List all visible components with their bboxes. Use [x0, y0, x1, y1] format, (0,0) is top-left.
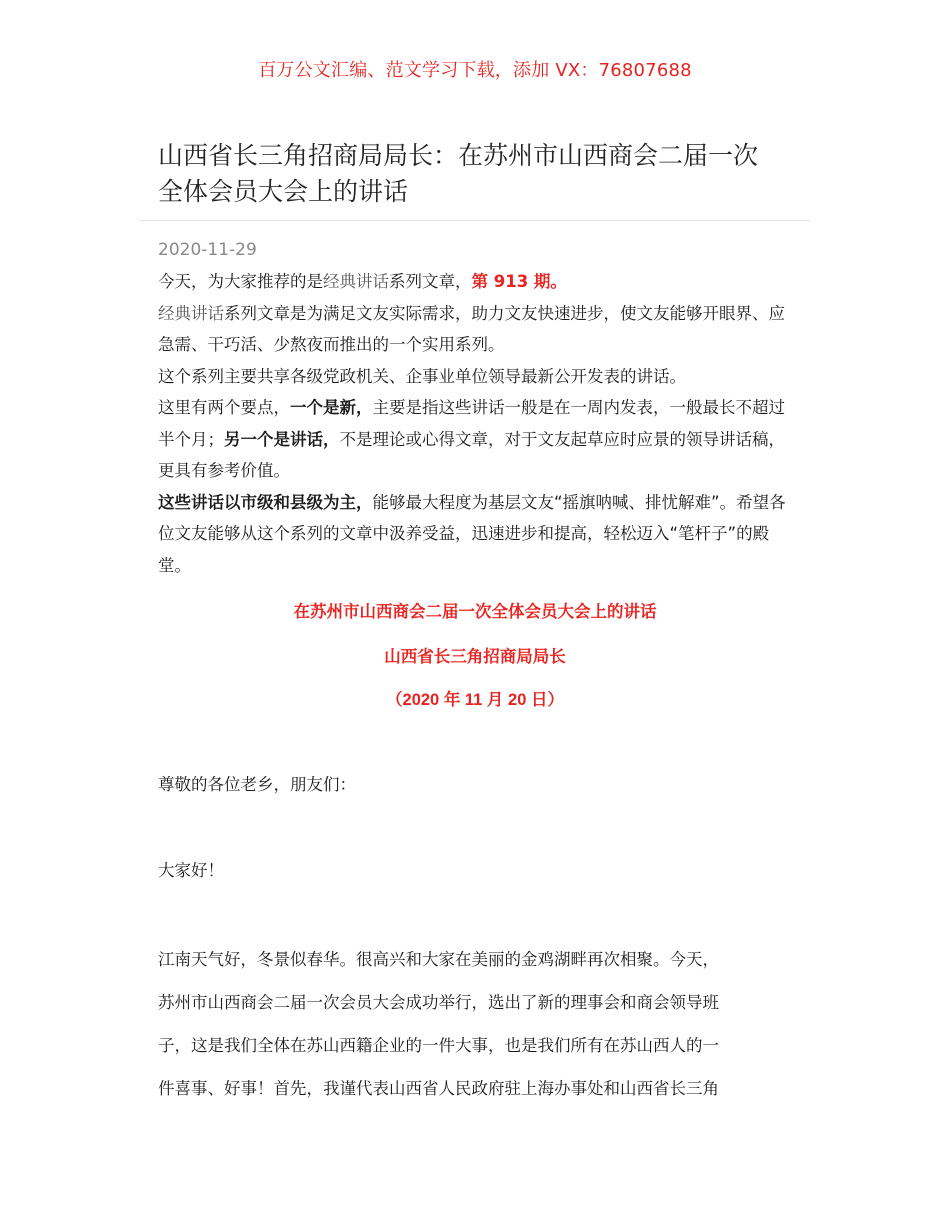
title-divider: [140, 220, 810, 221]
intro-bold: 一个是新，: [290, 398, 373, 417]
intro-text: 主要是指这些讲话一般是在一周内发表，一般最长不超过半个月；: [158, 398, 785, 449]
speech-line: 苏州市山西商会二届一次会员大会成功举行，选出了新的理事会和商会领导班: [158, 993, 719, 1012]
speech-salutation: 尊敬的各位老乡，朋友们：: [158, 775, 356, 794]
intro-bold: 这些讲话以市级和县级为主，: [158, 492, 373, 512]
intro-paragraph: [158, 266, 794, 298]
intro-text: 不是理论或心得文章，对于文友起草应时应景的领导讲话稿，更具有参考价值。: [158, 429, 785, 480]
speech-date: （2020 年 11 月 20 日）: [386, 691, 564, 709]
article-title: [158, 138, 798, 210]
series-name: 经典讲话: [158, 303, 224, 323]
speech-line: 江南天气好，冬景似春华。很高兴和大家在美丽的金鸡湖畔再次相聚。今天，: [158, 950, 719, 969]
intro-text: 今天，为大家推荐的是: [158, 272, 323, 291]
intro-section: [158, 266, 794, 581]
intro-text: 系列文章，: [389, 272, 472, 291]
publish-date: 2020-11-29: [158, 240, 257, 260]
article-title-line: 山西省长三角招商局局长：在苏州市山西商会二届一次: [158, 141, 759, 170]
intro-paragraph: 这个系列主要共享各级党政机关、企事业单位领导最新公开发表的讲话。: [158, 366, 686, 386]
speech-body: [158, 938, 794, 1110]
intro-paragraph: [158, 298, 794, 361]
speech-line: 子，这是我们全体在苏山西籍企业的一件大事，也是我们所有在苏山西人的一: [158, 1036, 719, 1055]
issue-number: 第 913 期。: [471, 272, 567, 291]
intro-paragraph: [158, 487, 794, 582]
speech-line: 件喜事、好事！首先，我谨代表山西省人民政府驻上海办事处和山西省长三角: [158, 1079, 719, 1098]
article-title-line: 全体会员大会上的讲话: [158, 177, 409, 206]
speech-greeting: 大家好！: [158, 861, 224, 880]
speech-title: 在苏州市山西商会二届一次全体会员大会上的讲话: [293, 603, 657, 621]
intro-text: 这里有两个要点，: [158, 398, 290, 417]
speech-speaker: 山西省长三角招商局局长: [384, 648, 566, 666]
intro-text: 能够最大程度为基层文友“摇旗呐喊、排忧解难”。希望各位文友能够从这个系列的文章中汲养受益，迅速进步和提高，轻松迈入“笔杆子”的殿堂。: [158, 492, 786, 575]
promo-banner: 百万公文汇编、范文学习下载，添加 VX：76807688: [258, 60, 692, 81]
intro-paragraph: [158, 392, 794, 487]
intro-text: 系列文章是为满足文友实际需求，助力文友快速进步，使文友能够开眼界、应急需、干巧活、少熬夜而推出的一个实用系列。: [158, 303, 785, 354]
series-name: 经典讲话: [323, 272, 389, 291]
intro-bold: 另一个是讲话，: [224, 429, 340, 449]
